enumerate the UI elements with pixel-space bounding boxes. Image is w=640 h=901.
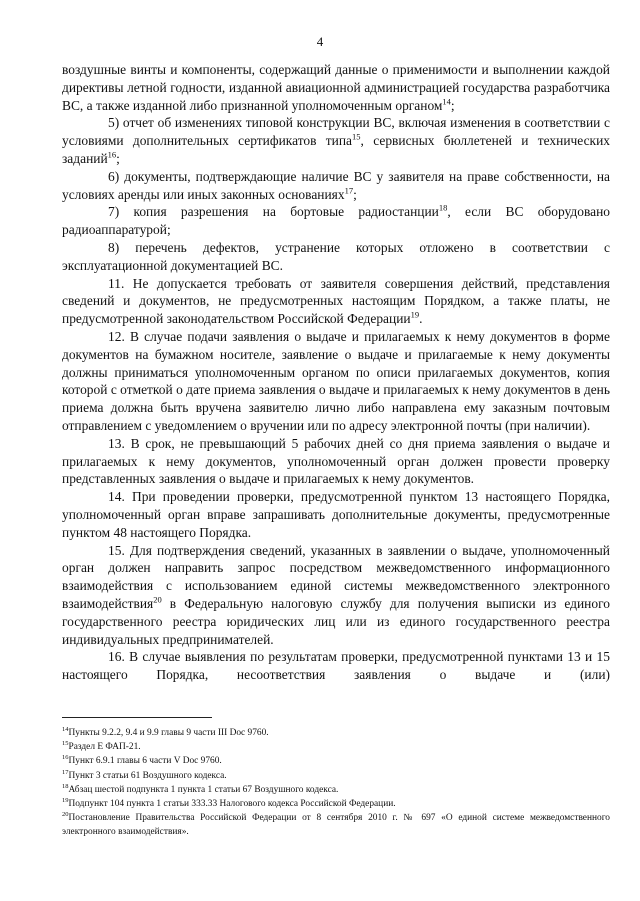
paragraph-tail: . <box>419 311 423 327</box>
footnote-text: Постановление Правительства Российской Федерации от 8 сентября 2010 г. № 697 «О единой системе межведомственного электронного взаимодействия». <box>62 813 610 838</box>
footnote-ref: 14 <box>442 96 451 107</box>
footnote <box>62 726 610 740</box>
paragraph-tail: ; <box>116 150 120 166</box>
paragraph-tail: , сервисных бюллетеней и технических заданий <box>62 133 610 166</box>
footnote <box>62 811 610 839</box>
paragraph-tail: ; <box>353 186 357 202</box>
paragraph-text: 13. В срок, не превышающий 5 рабочих дней со дня приема заявления о выдаче и прилагаемых к нему документов, уполномоченный орган должен провести проверку представленных заявления о выдаче и прилагаемых к нему документов. <box>62 435 610 487</box>
footnote-separator <box>62 717 212 718</box>
paragraph-text: 15. Для подтверждения сведений, указанных в заявлении о выдаче, уполномоченный орган должен направить запрос посредством межведомственного информационного взаимодействия с использованием единой системы межведомственного электронного взаимодействия <box>62 542 610 611</box>
footnote <box>62 754 610 768</box>
footnote-text: Абзац шестой подпункта 1 пункта 1 статьи 67 Воздушного кодекса. <box>68 784 339 795</box>
list-item-7 <box>62 203 610 239</box>
paragraph-continuation <box>62 61 610 114</box>
footnote-ref: 15 <box>352 131 361 142</box>
footnote-text: Подпункт 104 пункта 1 статьи 333.33 Налогового кодекса Российской Федерации. <box>68 799 396 810</box>
footnote-number: 14 <box>62 725 69 733</box>
paragraph-text: 12. В случае подачи заявления о выдаче и прилагаемых к нему документов в форме документов на бумажном носителе, заявление о выдаче и прилагаемые к нему документы должны приниматься уполномоченным органом по описи прилагаемых документов, копия которой с отметкой о дате приема заявления о выдаче и прилагаемых к нему документов в день приема должна быть вручена заявителю лично либо направлена ему заказным почтовым отправлением с уведомлением о вручении или по адресу электронной почты (при наличии). <box>62 328 610 433</box>
footnote <box>62 740 610 754</box>
clause-11 <box>62 275 610 328</box>
clause-16 <box>62 648 610 684</box>
clause-13 <box>62 435 610 488</box>
clause-12 <box>62 328 610 435</box>
clause-14 <box>62 488 610 541</box>
paragraph-text: 7) копия разрешения на бортовые радиостанции <box>108 204 439 220</box>
footnote-ref: 18 <box>438 202 448 213</box>
paragraph-text: 14. При проведении проверки, предусмотренной пунктом 13 настоящего Порядка, уполномоченный орган вправе запрашивать дополнительные документы, предусмотренные пунктом 48 настоящего Порядка. <box>62 489 610 540</box>
footnote-number: 16 <box>62 754 69 762</box>
paragraph-tail: ; <box>450 97 455 113</box>
footnote-ref: 19 <box>410 309 420 320</box>
footnote-text: Раздел E ФАП-21. <box>68 742 141 753</box>
footnote-text: Пункт 6.9.1 главы 6 части V Doc 9760. <box>68 756 222 767</box>
paragraph-text: 6) документы, подтверждающие наличие ВС у заявителя на праве собственности, на условиях аренды или иных законных основаниях <box>62 168 610 202</box>
paragraph-text: 5) отчет об изменениях типовой конструкции ВС, включая изменения в соответствии с условиями дополнительных сертификатов типа <box>62 115 610 149</box>
paragraph-tail: , если ВС оборудовано радиоаппаратурой; <box>62 204 611 238</box>
list-item-8 <box>62 239 610 275</box>
paragraph-text: 16. В случае выявления по результатам проверки, предусмотренной пунктами 13 и 15 настоящего Порядка, несоответствия заявления о выдаче и (или) <box>62 649 610 683</box>
footnote-ref: 16 <box>107 149 117 160</box>
footnote-ref: 20 <box>153 594 162 605</box>
document-body <box>62 61 610 684</box>
clause-15 <box>62 542 610 649</box>
footnote-number: 18 <box>62 782 69 790</box>
list-item-6 <box>62 168 610 204</box>
list-item-5 <box>62 114 610 167</box>
footnotes <box>62 726 610 840</box>
paragraph-text: воздушные винты и компоненты, содержащий данные о применимости и выполнении каждой директивы летной годности, изданной авиационной администрацией государства разработчика ВС, а также изданной либо признанной уполномоченным органом <box>62 62 610 113</box>
paragraph-tail: в Федеральную налоговую службу для получения выписки из единого государственного реестра юридических лиц или из единого государственного реестра индивидуальных предпринимателей. <box>62 595 610 647</box>
paragraph-text: 8) перечень дефектов, устранение которых отложено в соответствии с эксплуатационной документацией ВС. <box>62 239 610 273</box>
footnote-number: 19 <box>62 796 69 804</box>
footnote-number: 20 <box>62 811 69 819</box>
footnote-text: Пункты 9.2.2, 9.4 и 9.9 главы 9 части III Doc 9760. <box>68 728 269 738</box>
footnote-number: 15 <box>62 740 69 748</box>
footnote-number: 17 <box>62 768 69 776</box>
footnote-ref: 17 <box>344 185 354 196</box>
paragraph-text: 11. Не допускается требовать от заявителя совершения действий, представления сведений и документов, не предусмотренных настоящим Порядком, а также платы, не предусмотренной законодательством Российской Федерации <box>62 275 610 327</box>
footnote <box>62 797 610 811</box>
footnote <box>62 783 610 797</box>
footnote-text: Пункт 3 статьи 61 Воздушного кодекса. <box>68 770 227 781</box>
footnote <box>62 769 610 783</box>
page-number: 4 <box>316 34 324 49</box>
